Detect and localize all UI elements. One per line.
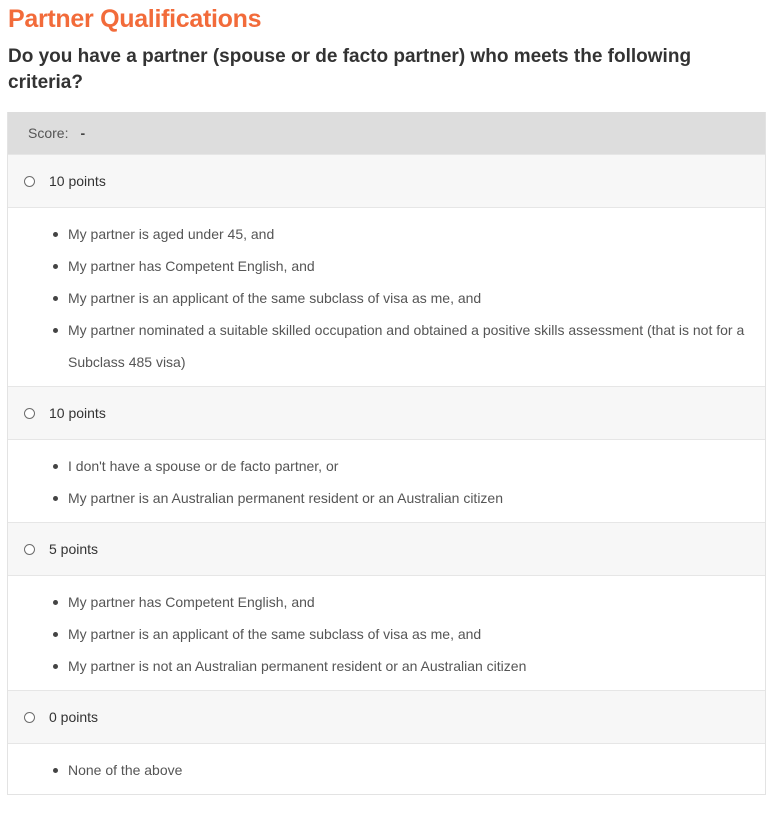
bullet-icon: [53, 664, 58, 669]
option-1-header[interactable]: [8, 154, 765, 208]
bullet-icon: [53, 264, 58, 269]
score-value: -: [80, 125, 86, 141]
criteria-item: My partner has Competent English, and: [68, 586, 747, 618]
criteria-item: My partner is not an Australian permanent resident or an Australian citizen: [68, 650, 747, 682]
bullet-icon: [53, 296, 58, 301]
criteria-item: My partner nominated a suitable skilled occupation and obtained a positive skills assessment (that is not for a Subclass 485 visa): [68, 314, 747, 378]
criteria-item: My partner has Competent English, and: [68, 250, 747, 282]
bullet-icon: [53, 496, 58, 501]
option-4-points: 0 points: [49, 709, 99, 725]
option-1-radio[interactable]: [24, 176, 35, 187]
criteria-item: My partner is aged under 45, and: [68, 218, 747, 250]
page-title: Partner Qualifications: [8, 5, 262, 33]
bullet-icon: [53, 232, 58, 237]
option-4-header[interactable]: [8, 690, 765, 744]
bullet-icon: [53, 464, 58, 469]
partner-qualifications-card: [7, 112, 766, 795]
option-2-header[interactable]: [8, 386, 765, 440]
criteria-item: My partner is an Australian permanent resident or an Australian citizen: [68, 482, 747, 514]
option-3-radio[interactable]: [24, 544, 35, 555]
option-1-criteria-list: [26, 218, 747, 378]
option-1-body: [8, 208, 765, 386]
score-label: Score:: [28, 125, 69, 141]
option-2-points: 10 points: [49, 405, 106, 421]
criteria-item: My partner is an applicant of the same subclass of visa as me, and: [68, 282, 747, 314]
score-bar: [8, 112, 765, 154]
criteria-item: I don't have a spouse or de facto partner, or: [68, 450, 747, 482]
option-3-points: 5 points: [49, 541, 99, 557]
question-text: Do you have a partner (spouse or de facto partner) who meets the following criteria?: [8, 46, 692, 93]
option-2-radio[interactable]: [24, 408, 35, 419]
option-3-criteria-list: [26, 586, 747, 682]
bullet-icon: [53, 328, 58, 333]
bullet-icon: [53, 768, 58, 773]
option-2-criteria-list: [26, 450, 747, 514]
option-3-header[interactable]: [8, 522, 765, 576]
option-3-body: [8, 576, 765, 690]
option-4-body: [8, 744, 765, 794]
bullet-icon: [53, 632, 58, 637]
option-4-criteria-list: [26, 754, 747, 786]
criteria-item: None of the above: [68, 754, 747, 786]
option-4-radio[interactable]: [24, 712, 35, 723]
option-2-body: [8, 440, 765, 522]
option-1-points: 10 points: [49, 173, 106, 189]
bullet-icon: [53, 600, 58, 605]
criteria-item: My partner is an applicant of the same subclass of visa as me, and: [68, 618, 747, 650]
